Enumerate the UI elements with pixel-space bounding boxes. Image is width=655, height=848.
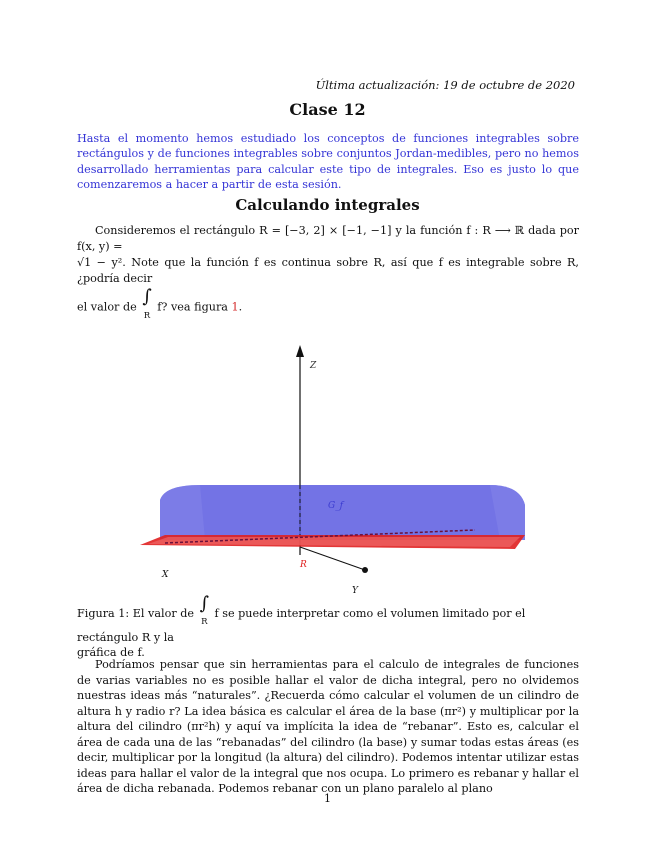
caption-prefix: Figura 1: El valor de: [77, 607, 195, 620]
page-title: Clase 12: [289, 100, 366, 119]
y-axis: [300, 547, 365, 570]
y-axis-label: Y: [352, 586, 358, 595]
integral-subscript: R: [143, 311, 151, 321]
graph-surface: [160, 485, 525, 540]
paragraph-1-line2: √1 − y². Note que la función f es continua sobre R, así que f es integrable sobre R, ¿podría decir: [77, 256, 579, 285]
caption-integral-symbol: ∫ R: [199, 593, 209, 627]
page-number: 1: [324, 792, 331, 805]
graph-label: G_f: [328, 501, 344, 511]
paragraph-1: [77, 223, 579, 324]
caption-line1: [77, 593, 579, 645]
R-label: R: [300, 560, 307, 570]
last-updated: Última actualización: 19 de octubre de 2020: [315, 78, 575, 92]
z-axis-arrow: [296, 345, 304, 357]
caption-line2: gráfica de f.: [77, 646, 145, 659]
figure-1: [120, 335, 540, 595]
paragraph-1-line3a: el valor de: [77, 300, 137, 314]
caption-integral-subscript: R: [201, 617, 208, 627]
cylinder-plot: [120, 335, 540, 595]
z-axis-label: Z: [310, 361, 317, 371]
y-axis-point: [362, 567, 368, 573]
paragraph-2: Podríamos pensar que sin herramientas para el calculo de integrales de funciones de varias variables no es posible hallar el valor de dicha integral, pero no olvidemos nuestras ideas más “naturales”. ¿Recuerda cómo calcular el volumen de un cilindro de altura h y radio r? La idea básica es calcular el área de la base (πr²) y multiplicar por la altura del cilindro (πr²h) y aquí va implícita la idea de “rebanar”. Esto es, calcular el área de cada una de las “rebanadas” del cilindro (la base) y sumar todas estas áreas (es decir, multiplicar por la longitud (la altura) del cilindro). Podemos intentar utilizar estas ideas para hallar el valor de la integral que nos ocupa. Lo primero es rebanar y hallar el área de dicha rebanada. Podemos rebanar con un plano paralelo al plano: [77, 658, 579, 795]
figure-caption: [77, 593, 579, 660]
x-axis-label: X: [162, 570, 169, 580]
caption-suffix: f se puede interpretar como el volumen limitado por el rectángulo R y la: [77, 607, 526, 644]
intro-paragraph: Hasta el momento hemos estudiado los conceptos de funciones integrables sobre rectángulos y de funciones integrables sobre conjuntos Jordan-medibles, pero no hemos desarrollado herramientas para calcular este tipo de integrales. Eso es justo lo que comenzaremos a hacer a partir de esta sesión.: [77, 132, 579, 192]
surface-left-cap: [160, 485, 205, 540]
paragraph-1-line3b: f? vea figura: [157, 300, 228, 314]
section-title: Calculando integrales: [235, 196, 420, 214]
paragraph-1-line1: Consideremos el rectángulo R = [−3, 2] × [−1, −1] y la función f : R ⟶ ℝ dada por f(x, y) =: [77, 224, 579, 253]
figure-link[interactable]: 1: [231, 300, 239, 314]
integral-symbol: ∫ R: [142, 286, 152, 321]
paragraph-1-line3: el valor de ∫ R f? vea figura 1.: [77, 291, 579, 324]
